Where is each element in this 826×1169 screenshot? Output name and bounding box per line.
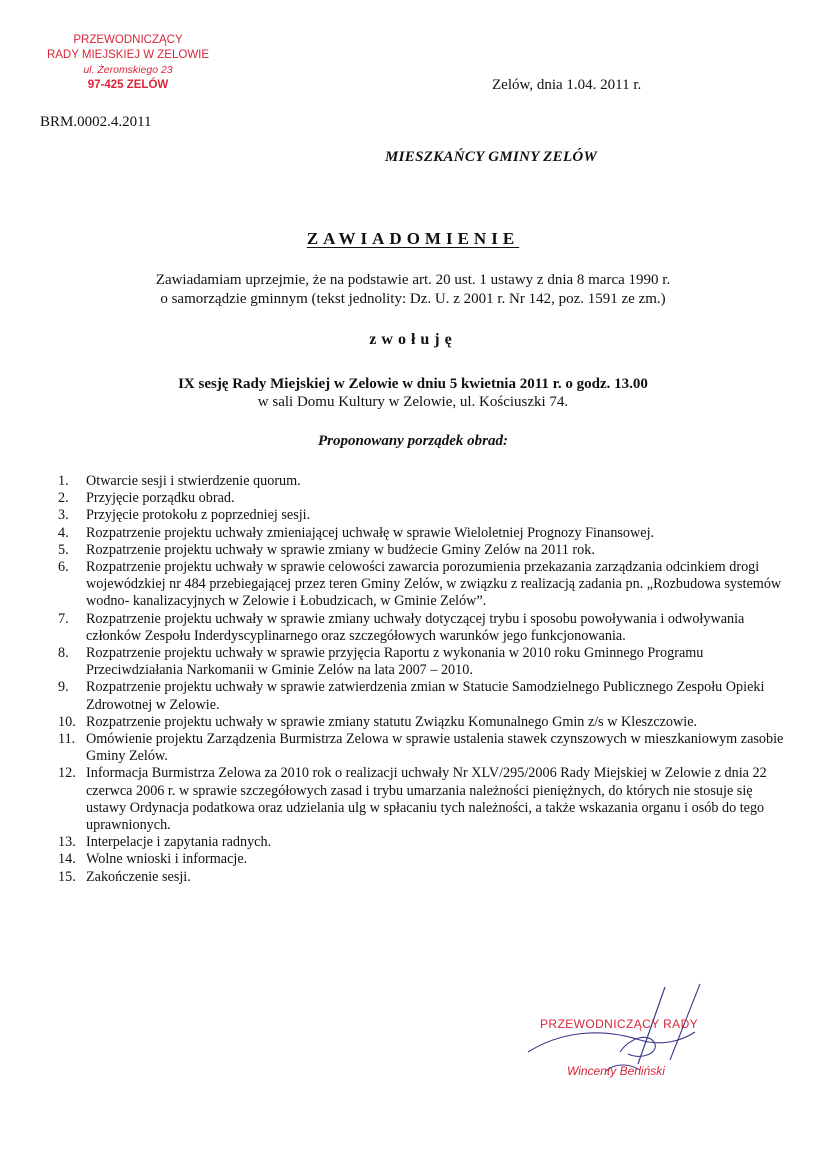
agenda-item xyxy=(58,645,788,679)
agenda-item xyxy=(58,490,788,507)
stamp-line-4: 97-425 ZELÓW xyxy=(87,79,169,91)
agenda-item-text: Przyjęcie protokołu z poprzedniej sesji. xyxy=(86,507,311,524)
agenda-item xyxy=(58,542,788,559)
agenda-item-text: Przyjęcie porządku obrad. xyxy=(86,490,235,507)
signatory-role: PRZEWODNICZĄCY RADY xyxy=(540,1017,699,1031)
place-and-date: Zelów, dnia 1.04. 2011 r. xyxy=(492,77,642,93)
agenda-item-number: 11. xyxy=(58,731,76,748)
title-text: ZAWIADOMIENIE xyxy=(306,229,520,248)
agenda-item-number: 14. xyxy=(58,851,76,868)
agenda-item-number: 8. xyxy=(58,645,69,662)
agenda-item xyxy=(58,525,788,542)
convene-word: zwołuję xyxy=(369,331,457,348)
agenda-item-text: Rozpatrzenie projektu uchwały w sprawie zmiany uchwały dotyczącej trybu i sposobu powoływania i odwoływania członków Zespołu Inderdyscyplinarnego oraz szczegółowych warunków jego funkcjonowania. xyxy=(86,610,745,644)
agenda-item xyxy=(58,765,788,834)
agenda-item xyxy=(58,851,788,868)
agenda-item xyxy=(58,473,788,490)
agenda-item-text: Otwarcie sesji i stwierdzenie quorum. xyxy=(86,473,301,489)
agenda-item xyxy=(58,731,788,765)
session-line-1: IX sesję Rady Miejskiej w Zelowie w dniu 5 kwietnia 2011 r. o godz. 13.00 xyxy=(178,376,648,392)
agenda-item-text: Wolne wnioski i informacje. xyxy=(86,851,248,868)
agenda-item xyxy=(58,559,788,611)
intro-line-2: o samorządzie gminnym (tekst jednolity: Dz. U. z 2001 r. Nr 142, poz. 1591 ze zm.) xyxy=(160,291,666,307)
agenda-item-number: 2. xyxy=(58,490,69,507)
agenda-item-text: Informacja Burmistrza Zelowa za 2010 rok o realizacji uchwały Nr XLV/295/2006 Rady Miejskiej w Zelowie z dnia 22 czerwca 2006 r. w sprawie szczegółowych zasad i trybu umarzania należności pieniężnych, do których nie stosuje się ustawy Ordynacja podatkowa oraz udzielania ulg w spłacaniu tych należności, a także wskazania organu i osób do tego uprawnionych. xyxy=(86,765,767,834)
agenda-list xyxy=(58,473,788,886)
agenda-item-number: 1. xyxy=(58,473,69,489)
agenda-item xyxy=(58,679,788,713)
agenda-item-number: 7. xyxy=(58,610,69,627)
agenda-item-text: Rozpatrzenie projektu uchwały w sprawie zmiany statutu Związku Komunalnego Gmin z/s w Kleszczowie. xyxy=(86,713,698,730)
agenda-item-number: 13. xyxy=(58,834,76,851)
agenda-item-number: 4. xyxy=(58,524,69,541)
agenda-heading: Proponowany porządek obrad: xyxy=(317,433,508,449)
signature-block xyxy=(540,1017,740,1078)
agenda-item-number: 3. xyxy=(58,507,69,524)
agenda-item-number: 6. xyxy=(58,559,69,576)
agenda-item xyxy=(58,869,788,886)
signatory-name: Wincenty Berliński xyxy=(567,1064,665,1078)
intro-paragraph xyxy=(0,271,826,309)
agenda-item-text: Interpelacje i zapytania radnych. xyxy=(86,834,272,851)
agenda-item xyxy=(58,507,788,524)
agenda-item-text: Omówienie projektu Zarządzenia Burmistrza Zelowa w sprawie ustalenia stawek czynszowych w mieszkaniowym zasobie Gminy Zelów. xyxy=(86,731,784,765)
agenda-item-text: Rozpatrzenie projektu uchwały w sprawie zatwierdzenia zmian w Statucie Samodzielnego Publicznego Zespołu Opieki Zdrowotnej w Zelowie. xyxy=(86,679,765,713)
intro-line-1: Zawiadamiam uprzejmie, że na podstawie art. 20 ust. 1 ustawy z dnia 8 marca 1990 r. xyxy=(155,272,671,288)
stamp-line-1: PRZEWODNICZĄCY xyxy=(73,34,183,46)
session-details xyxy=(0,375,826,411)
stamp-line-2: RADY MIEJSKIEJ W ZELOWIE xyxy=(46,49,210,61)
agenda-item-number: 5. xyxy=(58,541,69,558)
agenda-item-number: 15. xyxy=(58,868,76,885)
official-stamp xyxy=(38,33,218,93)
agenda-item-number: 9. xyxy=(58,679,69,696)
agenda-item-number: 12. xyxy=(58,765,76,782)
stamp-line-3: ul. Żeromskiego 23 xyxy=(83,64,173,76)
document-title xyxy=(0,229,826,249)
agenda-item xyxy=(58,611,788,645)
agenda-item xyxy=(58,714,788,731)
agenda-item-number: 10. xyxy=(58,713,76,730)
session-line-2: w sali Domu Kultury w Zelowie, ul. Kościuszki 74. xyxy=(257,394,569,410)
agenda-item-text: Rozpatrzenie projektu uchwały w sprawie zmiany w budżecie Gminy Zelów na 2011 rok. xyxy=(86,541,595,558)
agenda-item-text: Rozpatrzenie projektu uchwały w sprawie przyjęcia Raportu z wykonania w 2010 roku Gminnego Programu Przeciwdziałania Narkomanii w Gminie Zelów na lata 2007 – 2010. xyxy=(86,645,704,679)
agenda-item-text: Rozpatrzenie projektu uchwały w sprawie celowości zawarcia porozumienia przekazania zarządzania odcinkiem drogi wojewódzkiej nr 484 przebiegającej przez teren Gminy Zelów, w związku z realizacją zadania pn. „Rozbudowa systemów wodno- kanalizacyjnych w Zelowie i Łobudzicach, w Gminie Zelów”. xyxy=(86,559,782,610)
agenda-item-text: Rozpatrzenie projektu uchwały zmieniającej uchwałę w sprawie Wieloletniej Prognozy Finansowej. xyxy=(86,524,655,541)
reference-number: BRM.0002.4.2011 xyxy=(40,114,152,130)
agenda-item xyxy=(58,834,788,851)
agenda-item-text: Zakończenie sesji. xyxy=(86,868,191,885)
addressee: MIESZKAŃCY GMINY ZELÓW xyxy=(385,149,598,165)
